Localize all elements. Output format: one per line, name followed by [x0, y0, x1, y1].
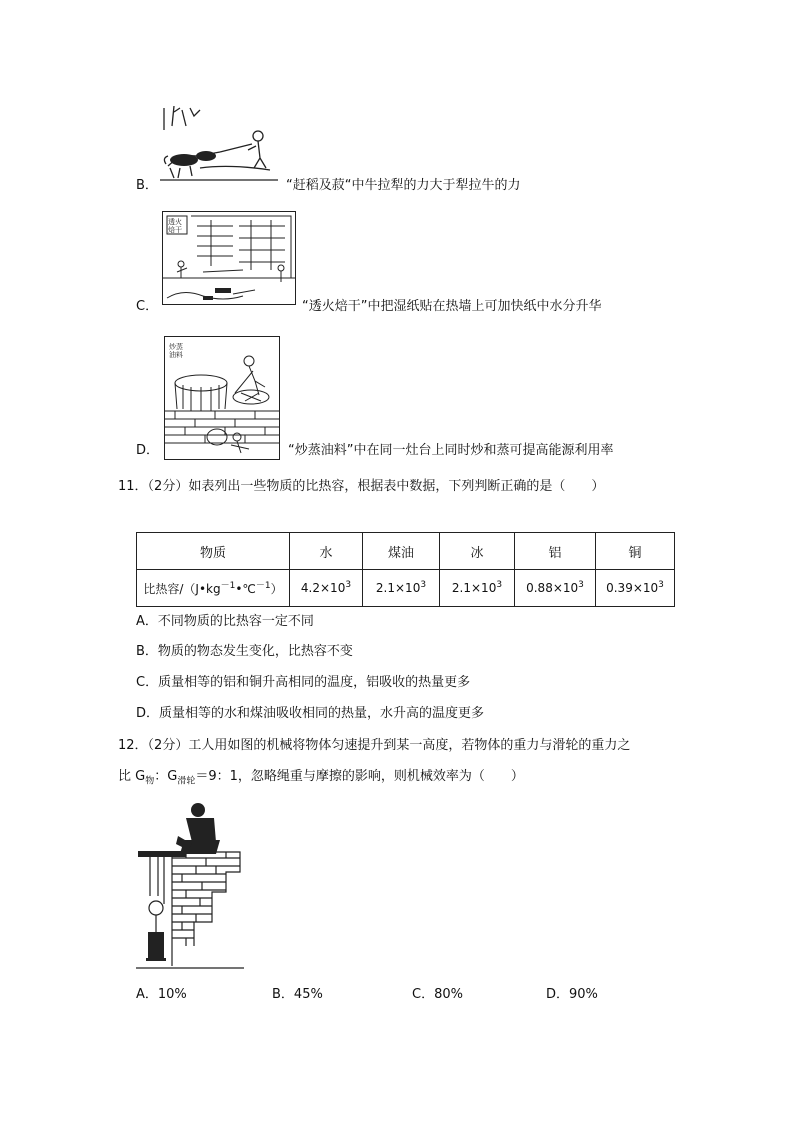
pulley-worker-figure	[136, 796, 248, 972]
table-header-cell: 水	[290, 533, 363, 570]
table-cell: $4.2\times 10^3$	[290, 570, 363, 607]
table-header-cell: 煤油	[363, 533, 440, 570]
q11-option-c: C．质量相等的铝和铜升高相同的温度，铝吸收的热量更多	[136, 675, 471, 690]
q12-stem-line1: 12．（2分）工人用如图的机械将物体匀速提升到某一高度，若物体的重力与滑轮的重力之	[118, 738, 631, 753]
option-c-letter: C．	[136, 299, 159, 314]
table-cell: $0.39\times 10^3$	[596, 570, 675, 607]
svg-text:油料: 油料	[169, 351, 183, 359]
table-header-row	[137, 533, 675, 570]
specific-heat-table	[136, 532, 675, 607]
table-header-cell: 铝	[515, 533, 596, 570]
option-b-image	[160, 106, 280, 184]
option-b-text: “赶稻及菽“中牛拉犁的力大于犁拉牛的力	[286, 178, 521, 193]
option-d-image	[164, 336, 280, 460]
option-c-text: “透火焙干”中把湿纸贴在热墙上可加快纸中水分升华	[302, 299, 602, 314]
table-cell: $2.1\times 10^3$	[440, 570, 515, 607]
q12-stem-line2: 比 $G_物$：$G_{滑轮}=9$：1，忽略绳重与摩擦的影响，则机械效率为（ ）	[118, 769, 524, 787]
q12-option-b: B．45%	[272, 987, 323, 1002]
table-cell: $0.88\times 10^3$	[515, 570, 596, 607]
q11-stem: 11．（2分）如表列出一些物质的比热容，根据表中数据，下列判断正确的是（ ）	[118, 479, 605, 494]
table-header-cell: 铜	[596, 533, 675, 570]
q11-option-a: A．不同物质的比热容一定不同	[136, 614, 314, 629]
table-cell: $2.1\times 10^3$	[363, 570, 440, 607]
option-d-text: “炒蒸油料”中在同一灶台上同时炒和蒸可提高能源利用率	[288, 443, 614, 458]
svg-text:透火: 透火	[168, 218, 182, 226]
svg-text:焙干: 焙干	[168, 226, 182, 234]
table-header-cell: 冰	[440, 533, 515, 570]
option-d-letter: D．	[136, 443, 160, 458]
option-c-image	[162, 211, 296, 305]
q12-option-d: D．90%	[546, 987, 598, 1002]
table-header-cell: 物质	[137, 533, 290, 570]
q11-option-b: B．物质的物态发生变化，比热容不变	[136, 644, 353, 659]
table-row-label: 比热容$/(J•kg^{-1}•℃^{-1})$	[137, 570, 290, 607]
q12-option-c: C．80%	[412, 987, 463, 1002]
option-b-letter: B．	[136, 178, 158, 193]
svg-text:炒蒸: 炒蒸	[169, 343, 183, 351]
table-row	[137, 570, 675, 607]
q12-option-a: A．10%	[136, 987, 187, 1002]
q11-option-d: D．质量相等的水和煤油吸收相同的热量，水升高的温度更多	[136, 706, 485, 721]
